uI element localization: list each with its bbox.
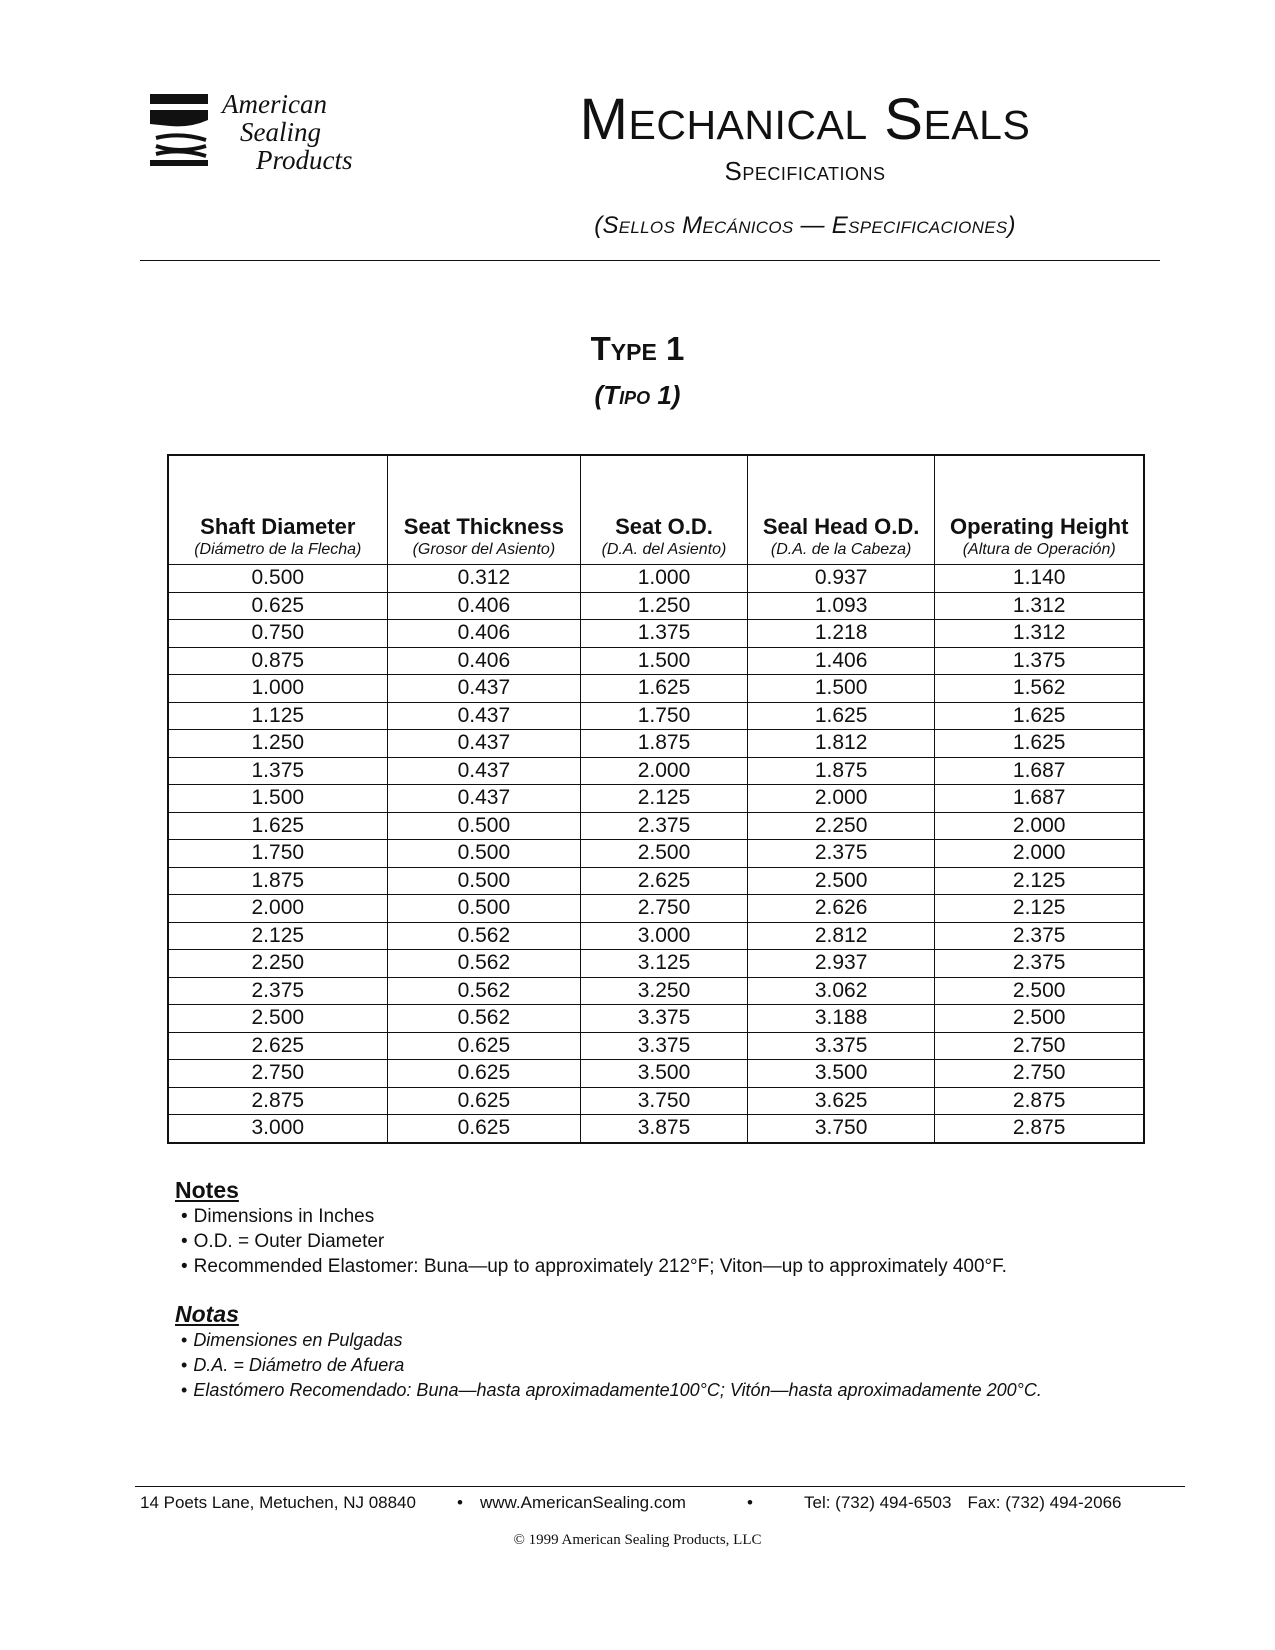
footer-website-link[interactable]: www.AmericanSealing.com: [480, 1493, 686, 1512]
table-cell: 1.812: [747, 730, 935, 758]
table-cell: 1.687: [935, 785, 1144, 813]
table-cell: 3.250: [581, 977, 748, 1005]
company-name-line-2: Sealing: [240, 117, 321, 147]
note-item: • Dimensions in Inches: [175, 1204, 1175, 1229]
column-header-operating-height: [935, 455, 1144, 565]
table-cell: 1.140: [935, 565, 1144, 593]
table-cell: 3.375: [747, 1032, 935, 1060]
column-header-spanish: (Diámetro de la Flecha): [194, 541, 362, 558]
footer-separator: •: [747, 1493, 753, 1512]
column-header-label: Seat O.D.: [615, 514, 713, 539]
table-cell: 1.125: [168, 702, 387, 730]
column-header-shaft-diameter: [168, 455, 387, 565]
table-row: [168, 977, 1144, 1005]
table-cell: 2.626: [747, 895, 935, 923]
table-cell: 0.500: [387, 867, 581, 895]
specifications-table: [167, 454, 1145, 1144]
table-cell: 1.875: [747, 757, 935, 785]
table-cell: 0.625: [387, 1060, 581, 1088]
table-row: [168, 922, 1144, 950]
table-cell: 2.625: [581, 867, 748, 895]
notas-list: [175, 1328, 1175, 1403]
note-item: • Recommended Elastomer: Buna—up to approximately 212°F; Viton—up to approximately 400°F.: [175, 1254, 1175, 1279]
table-cell: 3.125: [581, 950, 748, 978]
table-cell: 1.625: [935, 730, 1144, 758]
column-header-label: Operating Height: [949, 514, 1129, 539]
table-cell: 3.500: [747, 1060, 935, 1088]
table-cell: 1.750: [168, 840, 387, 868]
table-cell: 0.500: [387, 895, 581, 923]
column-header-label: Seal Head O.D.: [762, 514, 920, 539]
notas-section: [175, 1300, 1175, 1403]
table-cell: 3.375: [581, 1005, 748, 1033]
table-cell: 1.218: [747, 620, 935, 648]
table-cell: 3.625: [747, 1087, 935, 1115]
footer: [140, 1493, 1185, 1513]
table-cell: 1.562: [935, 675, 1144, 703]
table-cell: 1.625: [747, 702, 935, 730]
footer-divider: [135, 1486, 1185, 1487]
column-header-label: Shaft Diameter: [200, 514, 356, 539]
table-row: [168, 812, 1144, 840]
table-cell: 2.375: [581, 812, 748, 840]
table-cell: 0.437: [387, 702, 581, 730]
seal-logo-icon: [150, 94, 218, 174]
footer-address: 14 Poets Lane, Metuchen, NJ 08840: [140, 1493, 416, 1512]
table-cell: 1.406: [747, 647, 935, 675]
nota-item: • Elastómero Recomendado: Buna—hasta aproximadamente100°C; Vitón—hasta aproximadamente 200°C.: [175, 1378, 1175, 1403]
table-cell: 0.937: [747, 565, 935, 593]
table-cell: 3.750: [747, 1115, 935, 1143]
table-cell: 0.625: [387, 1087, 581, 1115]
table-cell: 0.437: [387, 675, 581, 703]
table-cell: 2.125: [168, 922, 387, 950]
table-cell: 2.375: [935, 922, 1144, 950]
table-row: [168, 1087, 1144, 1115]
column-header-spanish: (D.A. del Asiento): [601, 541, 727, 558]
column-header-seat-thickness: [387, 455, 581, 565]
type-subtitle: (Tipo 1): [594, 380, 681, 410]
table-cell: 2.375: [168, 977, 387, 1005]
table-cell: 3.500: [581, 1060, 748, 1088]
table-cell: 1.875: [581, 730, 748, 758]
table-cell: 1.625: [168, 812, 387, 840]
table-cell: 1.000: [168, 675, 387, 703]
table-cell: 2.375: [747, 840, 935, 868]
column-header-label: Seat Thickness: [403, 514, 564, 539]
table-cell: 2.000: [747, 785, 935, 813]
table-row: [168, 1060, 1144, 1088]
table-cell: 3.875: [581, 1115, 748, 1143]
table-cell: 0.562: [387, 1005, 581, 1033]
table-cell: 0.625: [387, 1115, 581, 1143]
company-name-line-1: American: [222, 89, 327, 119]
table-cell: 1.375: [581, 620, 748, 648]
table-row: [168, 950, 1144, 978]
table-row: [168, 757, 1144, 785]
notas-heading: Notas: [175, 1301, 239, 1327]
table-cell: 1.500: [581, 647, 748, 675]
table-cell: 3.375: [581, 1032, 748, 1060]
table-cell: 2.000: [581, 757, 748, 785]
table-row: [168, 730, 1144, 758]
table-cell: 2.500: [581, 840, 748, 868]
table-cell: 2.500: [935, 1005, 1144, 1033]
table-cell: 2.875: [935, 1087, 1144, 1115]
table-cell: 2.125: [935, 895, 1144, 923]
column-header-seat-od: [581, 455, 748, 565]
table-cell: 1.312: [935, 620, 1144, 648]
table-cell: 2.375: [935, 950, 1144, 978]
table-cell: 2.750: [935, 1032, 1144, 1060]
table-cell: 1.250: [581, 592, 748, 620]
table-cell: 0.406: [387, 592, 581, 620]
table-cell: 3.062: [747, 977, 935, 1005]
nota-item: • D.A. = Diámetro de Afuera: [175, 1353, 1175, 1378]
table-cell: 2.500: [747, 867, 935, 895]
table-cell: 3.000: [581, 922, 748, 950]
table-cell: 0.625: [168, 592, 387, 620]
table-cell: 2.500: [168, 1005, 387, 1033]
table-cell: 2.000: [935, 812, 1144, 840]
table-cell: 2.875: [168, 1087, 387, 1115]
table-body: [168, 565, 1144, 1143]
table-cell: 0.406: [387, 620, 581, 648]
table-cell: 0.875: [168, 647, 387, 675]
table-cell: 1.250: [168, 730, 387, 758]
table-row: [168, 565, 1144, 593]
table-cell: 0.562: [387, 922, 581, 950]
table-row: [168, 647, 1144, 675]
table-cell: 3.750: [581, 1087, 748, 1115]
table-cell: 2.750: [168, 1060, 387, 1088]
table-cell: 1.500: [168, 785, 387, 813]
column-header-spanish: (D.A. de la Cabeza): [770, 541, 912, 558]
footer-fax: Fax: (732) 494-2066: [967, 1493, 1122, 1512]
table-row: [168, 675, 1144, 703]
table-cell: 0.500: [168, 565, 387, 593]
table-cell: 1.093: [747, 592, 935, 620]
table-row: [168, 702, 1144, 730]
table-cell: 3.188: [747, 1005, 935, 1033]
table-cell: 2.750: [581, 895, 748, 923]
table-cell: 2.125: [935, 867, 1144, 895]
table-cell: 0.437: [387, 730, 581, 758]
table-cell: 1.312: [935, 592, 1144, 620]
table-row: [168, 1115, 1144, 1143]
page-subtitle: Specifications: [724, 156, 886, 186]
table-row: [168, 620, 1144, 648]
table-cell: 1.375: [935, 647, 1144, 675]
column-header-spanish: (Altura de Operación): [962, 541, 1116, 558]
page-title: Mechanical Seals: [579, 87, 1031, 152]
copyright: © 1999 American Sealing Products, LLC: [513, 1532, 762, 1548]
table-cell: 1.500: [747, 675, 935, 703]
table-cell: 2.000: [168, 895, 387, 923]
table-row: [168, 867, 1144, 895]
table-header-row: [168, 455, 1144, 565]
table-cell: 2.937: [747, 950, 935, 978]
table-row: [168, 840, 1144, 868]
table-cell: 2.625: [168, 1032, 387, 1060]
notes-heading: Notes: [175, 1177, 239, 1203]
table-cell: 0.312: [387, 565, 581, 593]
table-cell: 0.625: [387, 1032, 581, 1060]
table-cell: 2.250: [747, 812, 935, 840]
table-cell: 2.812: [747, 922, 935, 950]
table-cell: 0.437: [387, 757, 581, 785]
table-cell: 1.625: [935, 702, 1144, 730]
notes-list: [175, 1204, 1175, 1279]
spanish-title: (Sellos Mecánicos — Especificaciones): [594, 212, 1016, 239]
table-cell: 2.125: [581, 785, 748, 813]
table-row: [168, 895, 1144, 923]
table-cell: 2.750: [935, 1060, 1144, 1088]
note-item: • O.D. = Outer Diameter: [175, 1229, 1175, 1254]
table-row: [168, 592, 1144, 620]
table-cell: 1.375: [168, 757, 387, 785]
nota-item: • Dimensiones en Pulgadas: [175, 1328, 1175, 1353]
table-row: [168, 785, 1144, 813]
table-cell: 0.750: [168, 620, 387, 648]
table-cell: 1.750: [581, 702, 748, 730]
table-cell: 1.625: [581, 675, 748, 703]
table-cell: 0.500: [387, 840, 581, 868]
table-row: [168, 1032, 1144, 1060]
column-header-seal-head-od: [747, 455, 935, 565]
table-cell: 0.500: [387, 812, 581, 840]
type-title: Type 1: [590, 330, 685, 367]
table-cell: 1.875: [168, 867, 387, 895]
table-cell: 1.687: [935, 757, 1144, 785]
company-name: [222, 90, 353, 174]
company-logo: [150, 88, 390, 183]
table-row: [168, 1005, 1144, 1033]
table-cell: 3.000: [168, 1115, 387, 1143]
table-cell: 2.000: [935, 840, 1144, 868]
table-cell: 2.500: [935, 977, 1144, 1005]
table-cell: 0.562: [387, 950, 581, 978]
table-cell: 0.406: [387, 647, 581, 675]
header-divider: [140, 260, 1160, 261]
column-header-spanish: (Grosor del Asiento): [412, 541, 556, 558]
table-cell: 1.000: [581, 565, 748, 593]
footer-separator: •: [457, 1493, 463, 1512]
table-cell: 0.437: [387, 785, 581, 813]
table-cell: 0.562: [387, 977, 581, 1005]
footer-telephone: Tel: (732) 494-6503: [804, 1493, 952, 1512]
company-name-line-3: Products: [256, 145, 353, 175]
notes-section: [175, 1176, 1175, 1279]
table-cell: 2.250: [168, 950, 387, 978]
table-cell: 2.875: [935, 1115, 1144, 1143]
